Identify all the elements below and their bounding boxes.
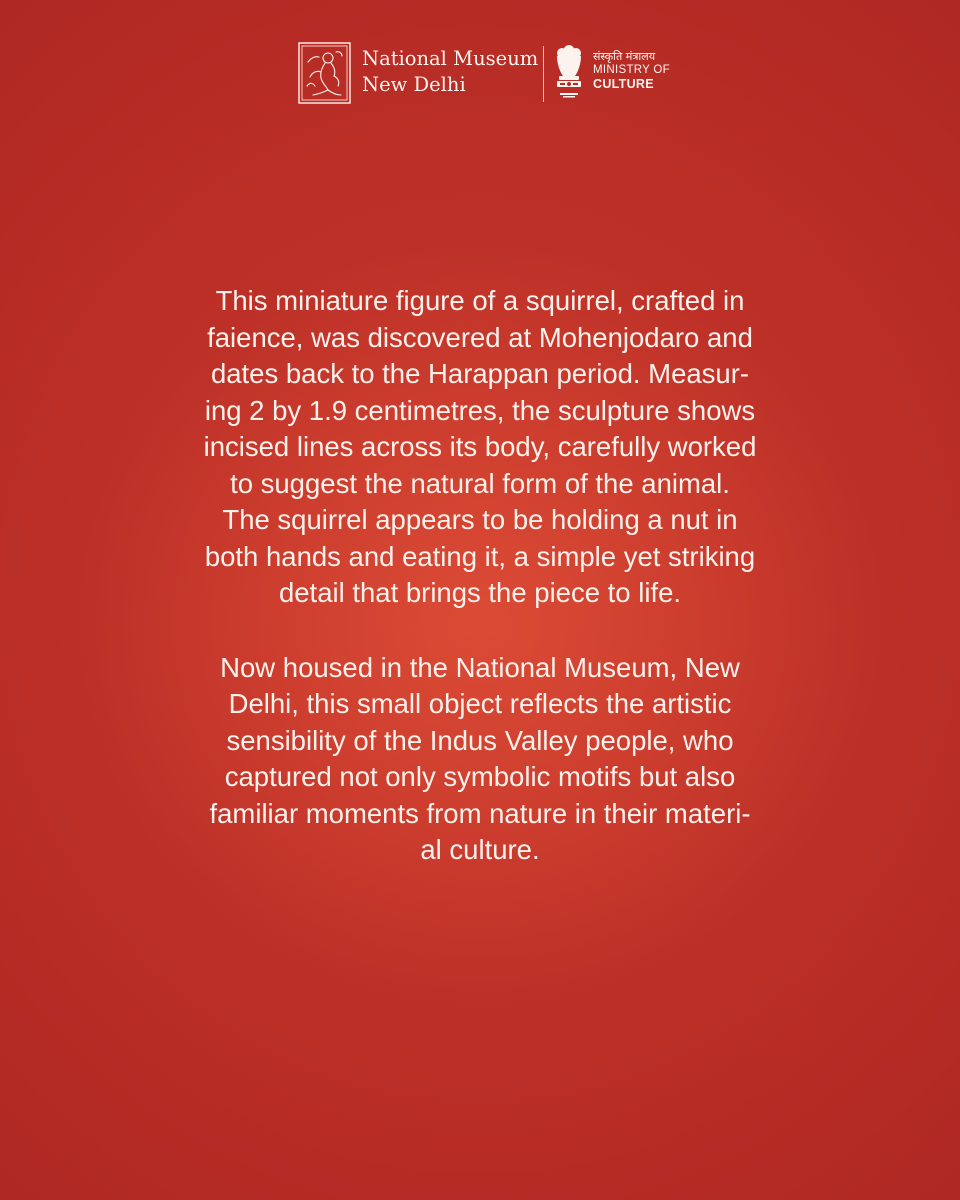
paragraph-2 bbox=[160, 650, 800, 869]
museum-name-line2: New Delhi bbox=[362, 73, 466, 96]
paragraph-1-line: incised lines across its body, carefully worked bbox=[203, 431, 757, 462]
ministry-label-line2: CULTURE bbox=[593, 77, 654, 91]
description-text bbox=[160, 283, 800, 869]
paragraph-1-line: dates back to the Harappan period. Measur- bbox=[210, 358, 750, 389]
state-emblem-icon bbox=[551, 44, 587, 104]
museum-name bbox=[362, 46, 552, 98]
paragraph-2-line: sensibility of the Indus Valley people, who bbox=[226, 724, 734, 756]
museum-name-line1: National Museum bbox=[362, 47, 539, 70]
paragraph-2-line: Delhi, this small object reflects the artistic bbox=[228, 688, 732, 719]
header bbox=[0, 42, 960, 112]
paragraph-2-line: familiar moments from nature in their materi- bbox=[209, 797, 751, 829]
paragraph-2-line: al culture. bbox=[420, 834, 540, 865]
header-divider bbox=[543, 46, 544, 102]
ministry-hindi-label: संस्कृति मंत्रालय bbox=[593, 50, 656, 63]
paragraph-1 bbox=[160, 283, 800, 612]
national-museum-logo-icon bbox=[298, 42, 351, 104]
paragraph-2-line: Now housed in the National Museum, New bbox=[220, 651, 740, 683]
paragraph-1-line: detail that brings the piece to life. bbox=[278, 577, 682, 608]
ministry-label-line1: MINISTRY OF bbox=[593, 64, 670, 76]
paragraph-1-line: The squirrel appears to be holding a nut in bbox=[222, 504, 738, 535]
paragraph-2-line: captured not only symbolic motifs but also bbox=[224, 761, 736, 792]
paragraph-1-line: both hands and eating it, a simple yet striking bbox=[204, 540, 756, 572]
ministry-of-culture bbox=[593, 50, 670, 91]
paragraph-1-line: to suggest the natural form of the animal. bbox=[230, 467, 730, 499]
paragraph-1-line: faience, was discovered at Mohenjodaro and bbox=[207, 321, 753, 353]
paragraph-1-line: This miniature figure of a squirrel, crafted in bbox=[215, 285, 745, 316]
paragraph-1-line: ing 2 by 1.9 centimetres, the sculpture shows bbox=[204, 394, 756, 426]
